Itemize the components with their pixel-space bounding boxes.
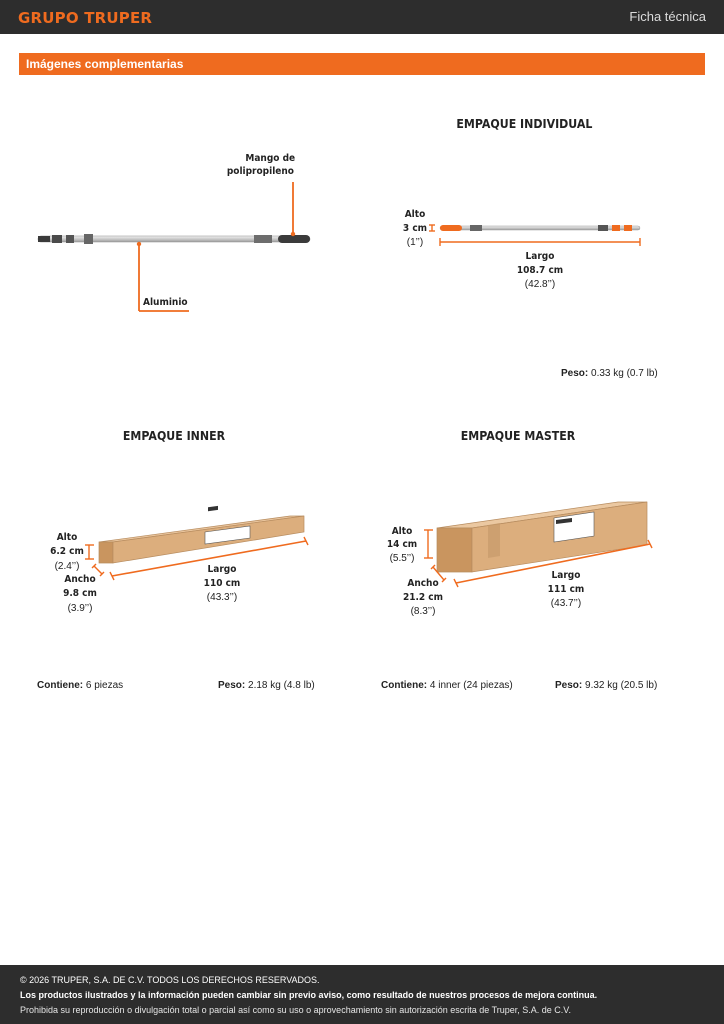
master-box-image [437, 502, 647, 572]
handle-callout-label-line2: polipropileno [226, 166, 294, 177]
master-pack-title: EMPAQUE MASTER [460, 428, 576, 443]
master-alto-in: (5.5’’) [389, 553, 415, 564]
inner-alto-label: Alto [56, 532, 78, 543]
inner-ancho-cm: 9.8 cm [63, 588, 97, 599]
page-footer [0, 965, 724, 1024]
master-largo-label: Largo [551, 570, 581, 581]
master-largo-in: (43.7’’) [550, 598, 582, 609]
inner-ancho-label: Ancho [64, 574, 96, 585]
master-weight [555, 679, 657, 692]
inner-weight [218, 679, 315, 692]
master-contents [381, 679, 513, 692]
inner-ancho-in: (3.9’’) [67, 603, 93, 614]
inner-contents [37, 679, 123, 692]
individual-largo-cm: 108.7 cm [516, 265, 564, 276]
individual-weight [561, 367, 658, 380]
master-ancho-label: Ancho [407, 578, 439, 589]
individual-largo-label: Largo [525, 251, 555, 262]
master-weight-value: 9.32 kg (20.5 lb) [585, 680, 658, 691]
inner-alto-cm: 6.2 cm [50, 546, 84, 557]
footer-legal: Prohibida su reproducción o divulgación total o parcial así como su uso o aprovechamiento sin autorización escrita de Truper, S.A. de C.V. [20, 1005, 571, 1015]
inner-contents-value: 6 piezas [85, 680, 124, 691]
extension-pole-image [38, 234, 310, 244]
inner-weight-value: 2.18 kg (4.8 lb) [248, 680, 315, 691]
master-alto-label: Alto [391, 526, 413, 537]
footer-disclaimer: Los productos ilustrados y la información pueden cambiar sin previo aviso, como resultado de nuestros procesos de mejora continua. [20, 990, 598, 1000]
brand-logo: GRUPO TRUPER [18, 9, 153, 27]
inner-pack-title: EMPAQUE INNER [122, 428, 226, 443]
master-alto-cm: 14 cm [386, 539, 418, 550]
inner-weight-label: Peso: [218, 680, 246, 691]
footer-copyright: © 2026 TRUPER, S.A. DE C.V. TODOS LOS DERECHOS RESERVADOS. [20, 975, 320, 985]
handle-callout-line [291, 182, 295, 236]
master-largo-cm: 111 cm [547, 584, 585, 595]
handle-callout-label-line1: Mango de [245, 153, 296, 164]
inner-largo-in: (43.3’’) [206, 592, 238, 603]
individual-weight-label: Peso: [561, 368, 589, 379]
individual-pack-image [440, 225, 640, 231]
inner-largo-cm: 110 cm [203, 578, 241, 589]
master-contents-label: Contiene: [381, 680, 428, 691]
inner-alto-in: (2.4’’) [54, 561, 80, 572]
body-callout-label: Aluminio [143, 297, 188, 308]
inner-largo-label: Largo [207, 564, 237, 575]
individual-alto-cm: 3 cm [402, 223, 428, 234]
inner-contents-label: Contiene: [37, 680, 84, 691]
individual-largo-in: (42.8’’) [524, 279, 556, 290]
master-contents-value: 4 inner (24 piezas) [429, 680, 513, 691]
individual-weight-value: 0.33 kg (0.7 lb) [591, 368, 658, 379]
inner-box-image [99, 506, 304, 563]
individual-alto-in: (1’’) [406, 237, 424, 248]
master-ancho-cm: 21.2 cm [402, 592, 444, 603]
individual-pack-title: EMPAQUE INDIVIDUAL [456, 116, 593, 131]
individual-alto-label: Alto [404, 209, 426, 220]
section-title: Imágenes complementarias [26, 57, 184, 71]
master-ancho-in: (8.3’’) [410, 606, 436, 617]
document-type: Ficha técnica [629, 9, 706, 24]
master-weight-label: Peso: [555, 680, 583, 691]
